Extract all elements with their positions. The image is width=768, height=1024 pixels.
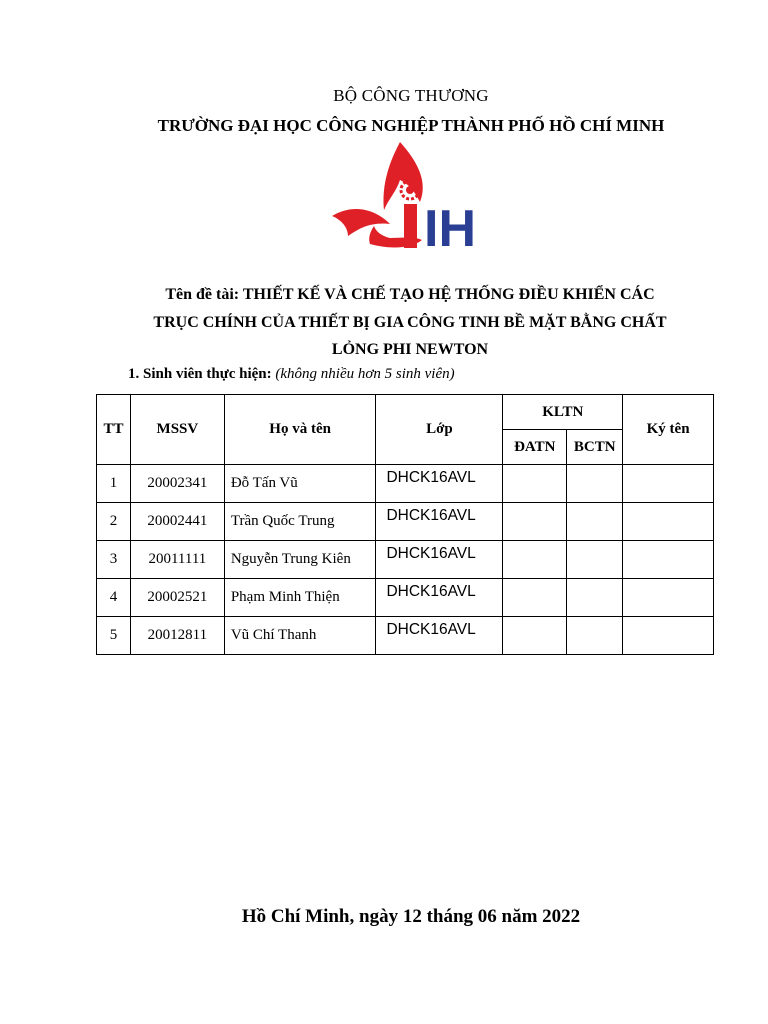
row-signature <box>623 579 714 617</box>
row-name: Nguyễn Trung Kiên <box>224 541 376 579</box>
topic-label: Tên đề tài: <box>165 286 240 303</box>
ministry-title: BỘ CÔNG THƯƠNG <box>333 86 489 105</box>
thesis-topic <box>100 281 720 364</box>
students-label: 1. Sinh viên thực hiện: <box>128 366 272 382</box>
topic-line-3: LỎNG PHI NEWTON <box>331 341 489 358</box>
row-tt: 4 <box>97 579 131 617</box>
row-bctn <box>567 541 623 579</box>
row-class: DHCK16AVL <box>376 503 503 541</box>
logo-letters: IH <box>424 200 476 252</box>
header-datn: ĐATN <box>503 430 567 465</box>
header-bctn: BCTN <box>567 430 623 465</box>
header-name: Họ và tên <box>224 395 376 465</box>
row-mssv: 20002521 <box>130 579 224 617</box>
row-signature <box>623 465 714 503</box>
row-mssv: 20012811 <box>130 617 224 655</box>
row-tt: 1 <box>97 465 131 503</box>
logo-left-leaf <box>332 209 390 236</box>
row-signature <box>623 541 714 579</box>
row-mssv: 20011111 <box>130 541 224 579</box>
row-tt: 3 <box>97 541 131 579</box>
topic-line-1: THIẾT KẾ VÀ CHẾ TẠO HỆ THỐNG ĐIỀU KHIỂN CÁC <box>242 286 655 303</box>
university-title: TRƯỜNG ĐẠI HỌC CÔNG NGHIỆP THÀNH PHỐ HỒ CHÍ MINH <box>157 116 665 135</box>
row-tt: 5 <box>97 617 131 655</box>
row-datn <box>503 579 567 617</box>
header-signature: Ký tên <box>623 395 714 465</box>
row-signature <box>623 503 714 541</box>
row-datn <box>503 617 567 655</box>
row-bctn <box>567 503 623 541</box>
row-bctn <box>567 465 623 503</box>
logo-flame <box>384 142 423 210</box>
student-table <box>96 394 714 655</box>
row-class: DHCK16AVL <box>376 465 503 503</box>
table-row <box>97 503 714 541</box>
table-row <box>97 465 714 503</box>
header-class: Lớp <box>376 395 503 465</box>
row-datn <box>503 541 567 579</box>
table-row <box>97 541 714 579</box>
row-signature <box>623 617 714 655</box>
row-tt: 2 <box>97 503 131 541</box>
date-line: Hồ Chí Minh, ngày 12 tháng 06 năm 2022 <box>241 906 581 927</box>
row-mssv: 20002441 <box>130 503 224 541</box>
row-bctn <box>567 579 623 617</box>
header-mssv: MSSV <box>130 395 224 465</box>
row-name: Trần Quốc Trung <box>224 503 376 541</box>
header-kltn: KLTN <box>503 395 623 430</box>
table-row <box>97 579 714 617</box>
students-note: (không nhiều hơn 5 sinh viên) <box>275 366 455 382</box>
row-class: DHCK16AVL <box>376 579 503 617</box>
table-row <box>97 617 714 655</box>
row-bctn <box>567 617 623 655</box>
row-class: DHCK16AVL <box>376 617 503 655</box>
logo-letter-i <box>404 204 417 248</box>
university-logo <box>330 140 490 252</box>
row-name: Vũ Chí Thanh <box>224 617 376 655</box>
row-datn <box>503 465 567 503</box>
row-class: DHCK16AVL <box>376 541 503 579</box>
row-name: Phạm Minh Thiện <box>224 579 376 617</box>
topic-line-2: TRỤC CHÍNH CỦA THIẾT BỊ GIA CÔNG TINH BỀ MẶT BẰNG CHẤT <box>153 313 667 331</box>
row-mssv: 20002341 <box>130 465 224 503</box>
students-heading <box>128 366 455 383</box>
row-datn <box>503 503 567 541</box>
row-name: Đỗ Tấn Vũ <box>224 465 376 503</box>
header-tt: TT <box>97 395 131 465</box>
